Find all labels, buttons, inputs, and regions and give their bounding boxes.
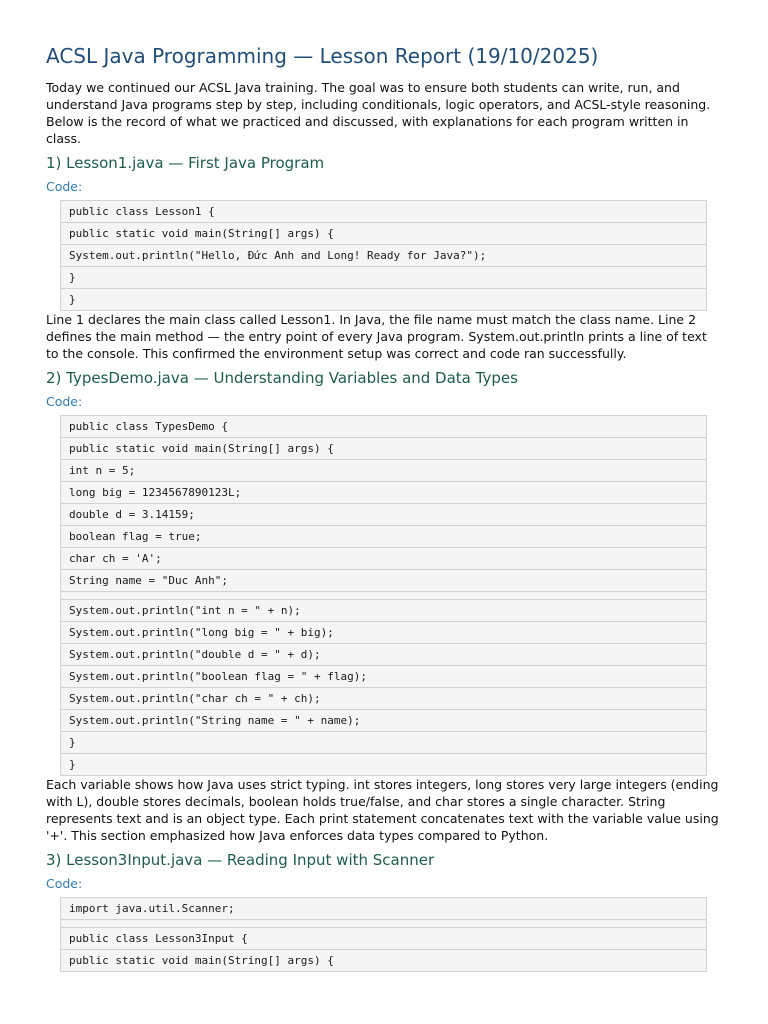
code-line: System.out.println("Hello, Đức Anh and Long! Ready for Java?"); [61,244,706,266]
report-page [46,42,720,972]
page-title: ACSL Java Programming — Lesson Report (19/10/2025) [46,44,599,68]
intro-paragraph: Today we continued our ACSL Java training. The goal was to ensure both students can write, run, and understand Java programs step by step, including conditionals, logic operators, and ACSL-style reasoning. Below is the record of what we practiced and discussed, with explanations for each program written in class. [46,80,711,146]
code-line: public class Lesson1 { [69,205,215,218]
code-line: } [61,266,706,288]
code-block [60,415,707,776]
code-label: Code: [46,179,83,194]
code-line: System.out.println("int n = " + n); [61,599,706,621]
code-line: } [61,731,706,753]
code-line: String name = "Duc Anh"; [61,569,706,591]
code-line: boolean flag = true; [61,525,706,547]
code-label: Code: [46,876,83,891]
code-block [60,897,707,972]
code-line-blank [61,919,706,927]
code-line: } [61,288,706,310]
code-line: System.out.println("long big = " + big); [61,621,706,643]
code-line: System.out.println("char ch = " + ch); [61,687,706,709]
code-line: System.out.println("String name = " + name); [61,709,706,731]
code-label: Code: [46,394,83,409]
section-heading: 1) Lesson1.java — First Java Program [46,154,325,172]
code-line: char ch = 'A'; [61,547,706,569]
section-heading: 3) Lesson3Input.java — Reading Input with Scanner [46,851,435,869]
code-line: public static void main(String[] args) { [61,222,706,244]
code-line: int n = 5; [61,459,706,481]
code-line: } [61,753,706,775]
code-line: double d = 3.14159; [61,503,706,525]
code-line: public class Lesson3Input { [61,927,706,949]
code-line: public static void main(String[] args) { [61,949,706,971]
section-heading: 2) TypesDemo.java — Understanding Variables and Data Types [46,369,518,387]
section-lesson1 [46,152,720,362]
explanation-paragraph: Line 1 declares the main class called Lesson1. In Java, the file name must match the class name. Line 2 defines the main method — the entry point of every Java program. System.out.println prints a line of text to the console. This confirmed the environment setup was correct and code ran successfully. [46,312,707,361]
section-lesson3input [46,849,720,972]
code-block [60,200,707,311]
code-line: public class TypesDemo { [69,420,228,433]
code-line: System.out.println("boolean flag = " + flag); [61,665,706,687]
code-line: public static void main(String[] args) { [61,437,706,459]
code-line: import java.util.Scanner; [69,902,235,915]
code-line: System.out.println("double d = " + d); [61,643,706,665]
code-line: long big = 1234567890123L; [61,481,706,503]
code-line-blank [61,591,706,599]
explanation-paragraph: Each variable shows how Java uses strict typing. int stores integers, long stores very large integers (ending with L), double stores decimals, boolean holds true/false, and char stores a single character. String represents text and is an object type. Each print statement concatenates text with the variable value using '+'. This section emphasized how Java enforces data types compared to Python. [46,777,719,843]
section-typesdemo [46,367,720,844]
